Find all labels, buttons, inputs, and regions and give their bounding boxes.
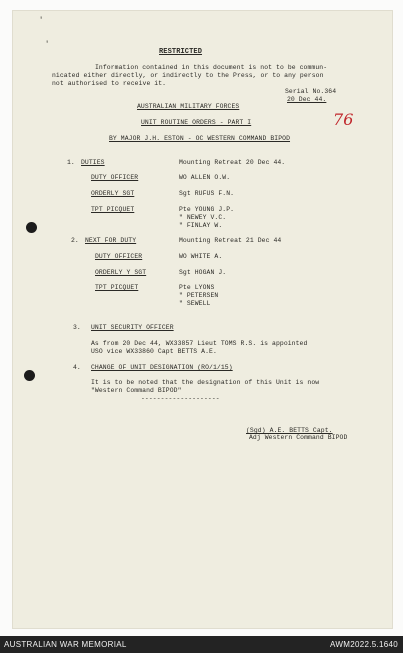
archive-footer bbox=[0, 636, 403, 653]
punch-hole bbox=[26, 222, 37, 233]
duty-name: Sgt HOGAN J. bbox=[179, 269, 227, 276]
section-text: "Western Command BIPOD" bbox=[91, 387, 182, 394]
duty-role: DUTY OFFICER bbox=[91, 174, 139, 181]
section-number: 2. bbox=[71, 237, 79, 244]
section-heading: NEXT FOR DUTY bbox=[85, 237, 137, 244]
organisation-heading: AUSTRALIAN MILITARY FORCES bbox=[137, 103, 240, 110]
section-number: 3. bbox=[73, 324, 81, 331]
page-mark: ' bbox=[45, 41, 50, 49]
page-mark: ' bbox=[39, 17, 44, 25]
duty-role: DUTY OFFICER bbox=[95, 253, 143, 260]
duty-role: ORDERLY SGT bbox=[91, 190, 135, 197]
section-heading: CHANGE OF UNIT DESIGNATION (RO/1/15) bbox=[91, 364, 233, 371]
duty-name: " PETERSEN bbox=[179, 292, 219, 299]
duty-role: TPT PICQUET bbox=[91, 206, 135, 213]
duty-name: " NEWEY V.C. bbox=[179, 214, 227, 221]
handwritten-annotation: 76 bbox=[333, 110, 354, 129]
section-text: It is to be noted that the designation of this Unit is now bbox=[91, 379, 320, 386]
duty-name: " SEWELL bbox=[179, 300, 211, 307]
section-number: 1. bbox=[67, 159, 75, 166]
serial-number: Serial No.364 bbox=[285, 88, 337, 95]
duty-name: WO ALLEN O.W. bbox=[179, 174, 231, 181]
notice-line: nicated either directly, or indirectly to the Press, or to any person bbox=[52, 72, 324, 79]
signature-title: Adj Western Command BIPOD bbox=[249, 434, 348, 441]
archive-reference: AWM2022.5.1640 bbox=[330, 640, 398, 649]
signature-line: (Sgd) A.E. BETTS Capt. bbox=[246, 427, 333, 434]
section-detail: Mounting Retreat 20 Dec 44. bbox=[179, 159, 286, 166]
document-title: UNIT ROUTINE ORDERS - PART I bbox=[141, 119, 252, 126]
notice-line: Information contained in this document is not to be commun- bbox=[95, 64, 328, 71]
duty-role: ORDERLY Y SGT bbox=[95, 269, 147, 276]
duty-name: Pte YOUNG J.P. bbox=[179, 206, 235, 213]
duty-name: WO WHITE A. bbox=[179, 253, 223, 260]
section-number: 4. bbox=[73, 364, 81, 371]
section-heading: DUTIES bbox=[81, 159, 105, 166]
document-date: 20 Dec 44. bbox=[287, 96, 327, 103]
notice-line: not authorised to receive it. bbox=[52, 80, 167, 87]
duty-role: TPT PICQUET bbox=[95, 284, 139, 291]
section-text: As from 20 Dec 44, WX33857 Lieut TOMS R.S. is appointed bbox=[91, 340, 308, 347]
duty-name: Pte LYONS bbox=[179, 284, 215, 291]
section-rule: -------------------- bbox=[141, 395, 220, 402]
section-text: USO vice WX33860 Capt BETTS A.E. bbox=[91, 348, 217, 355]
duty-name: Sgt RUFUS F.N. bbox=[179, 190, 235, 197]
duty-name: " FINLAY W. bbox=[179, 222, 223, 229]
classification-heading: RESTRICTED bbox=[159, 48, 203, 56]
section-heading: UNIT SECURITY OFFICER bbox=[91, 324, 174, 331]
order-byline: BY MAJOR J.H. ESTON - OC WESTERN COMMAND BIPOD bbox=[109, 135, 291, 142]
archive-name: AUSTRALIAN WAR MEMORIAL bbox=[4, 640, 127, 649]
punch-hole bbox=[24, 370, 35, 381]
section-detail: Mounting Retreat 21 Dec 44 bbox=[179, 237, 282, 244]
document-page bbox=[12, 10, 393, 629]
